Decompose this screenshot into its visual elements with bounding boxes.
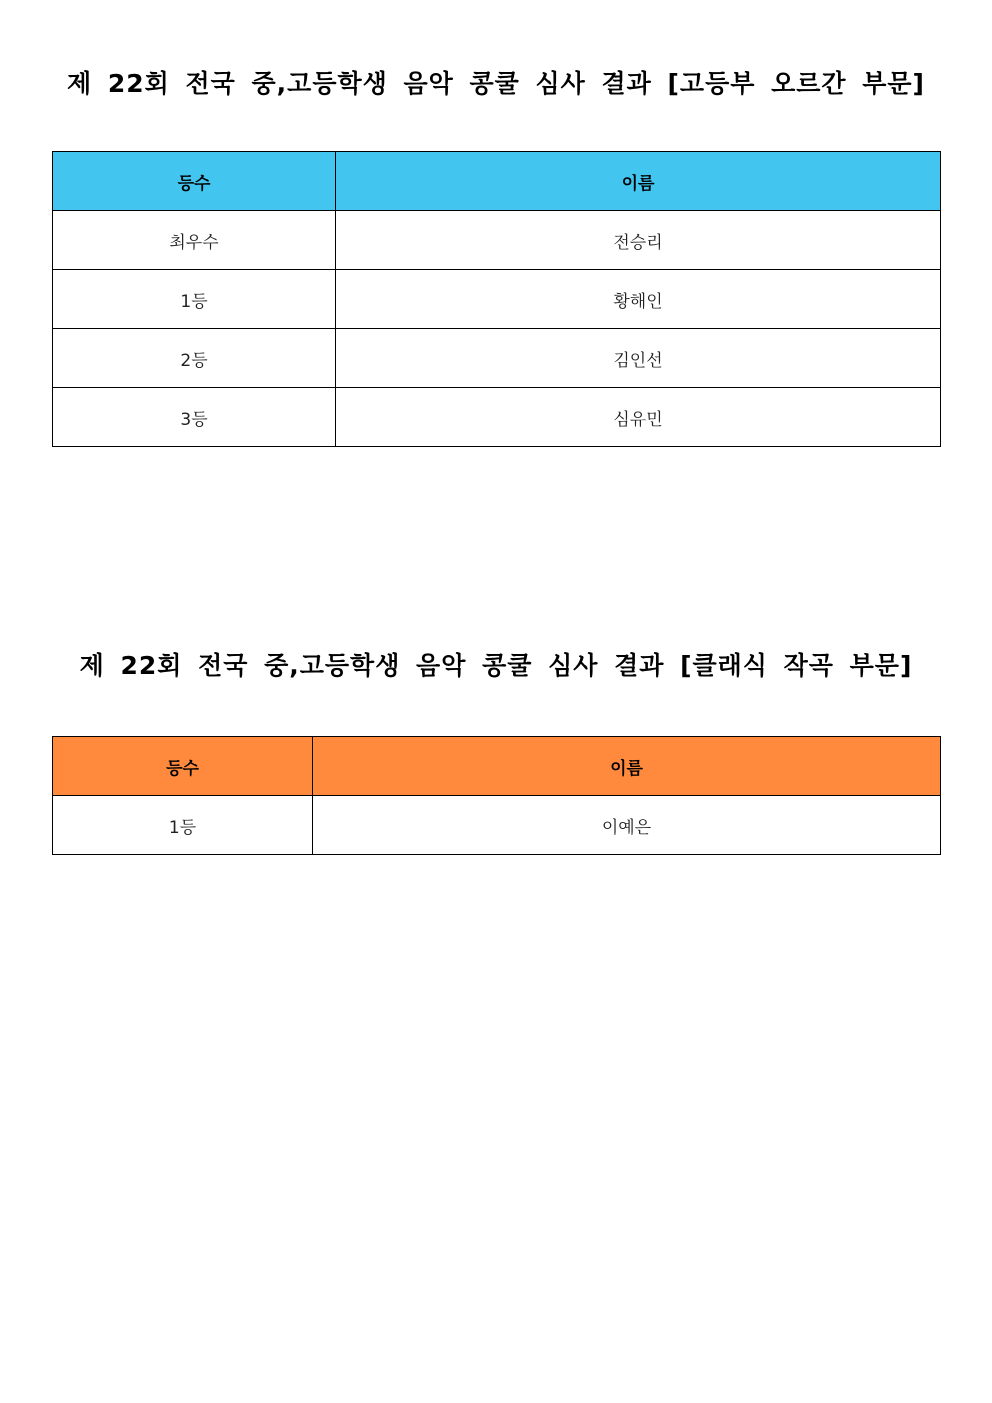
results-table-composition [52, 736, 941, 855]
name-cell: 전승리 [336, 211, 941, 270]
table-row [53, 211, 941, 270]
section-title-organ: 제 22회 전국 중,고등학생 음악 콩쿨 심사 결과 [고등부 오르간 부문] [67, 69, 925, 98]
rank-cell: 1등 [53, 270, 336, 329]
name-cell: 김인선 [336, 329, 941, 388]
name-cell: 이예은 [313, 796, 941, 855]
column-header-rank: 등수 [53, 152, 336, 211]
column-header-name: 이름 [336, 152, 941, 211]
table-row [53, 270, 941, 329]
rank-cell: 3등 [53, 388, 336, 447]
table-header-row [53, 152, 941, 211]
rank-cell: 최우수 [53, 211, 336, 270]
rank-cell: 1등 [53, 796, 313, 855]
column-header-name: 이름 [313, 737, 941, 796]
results-table-organ [52, 151, 941, 447]
table-row [53, 388, 941, 447]
name-cell: 황해인 [336, 270, 941, 329]
name-cell: 심유민 [336, 388, 941, 447]
table-row [53, 329, 941, 388]
section-title-composition: 제 22회 전국 중,고등학생 음악 콩쿨 심사 결과 [클래식 작곡 부문] [79, 651, 913, 680]
rank-cell: 2등 [53, 329, 336, 388]
column-header-rank: 등수 [53, 737, 313, 796]
table-row [53, 796, 941, 855]
table-header-row [53, 737, 941, 796]
